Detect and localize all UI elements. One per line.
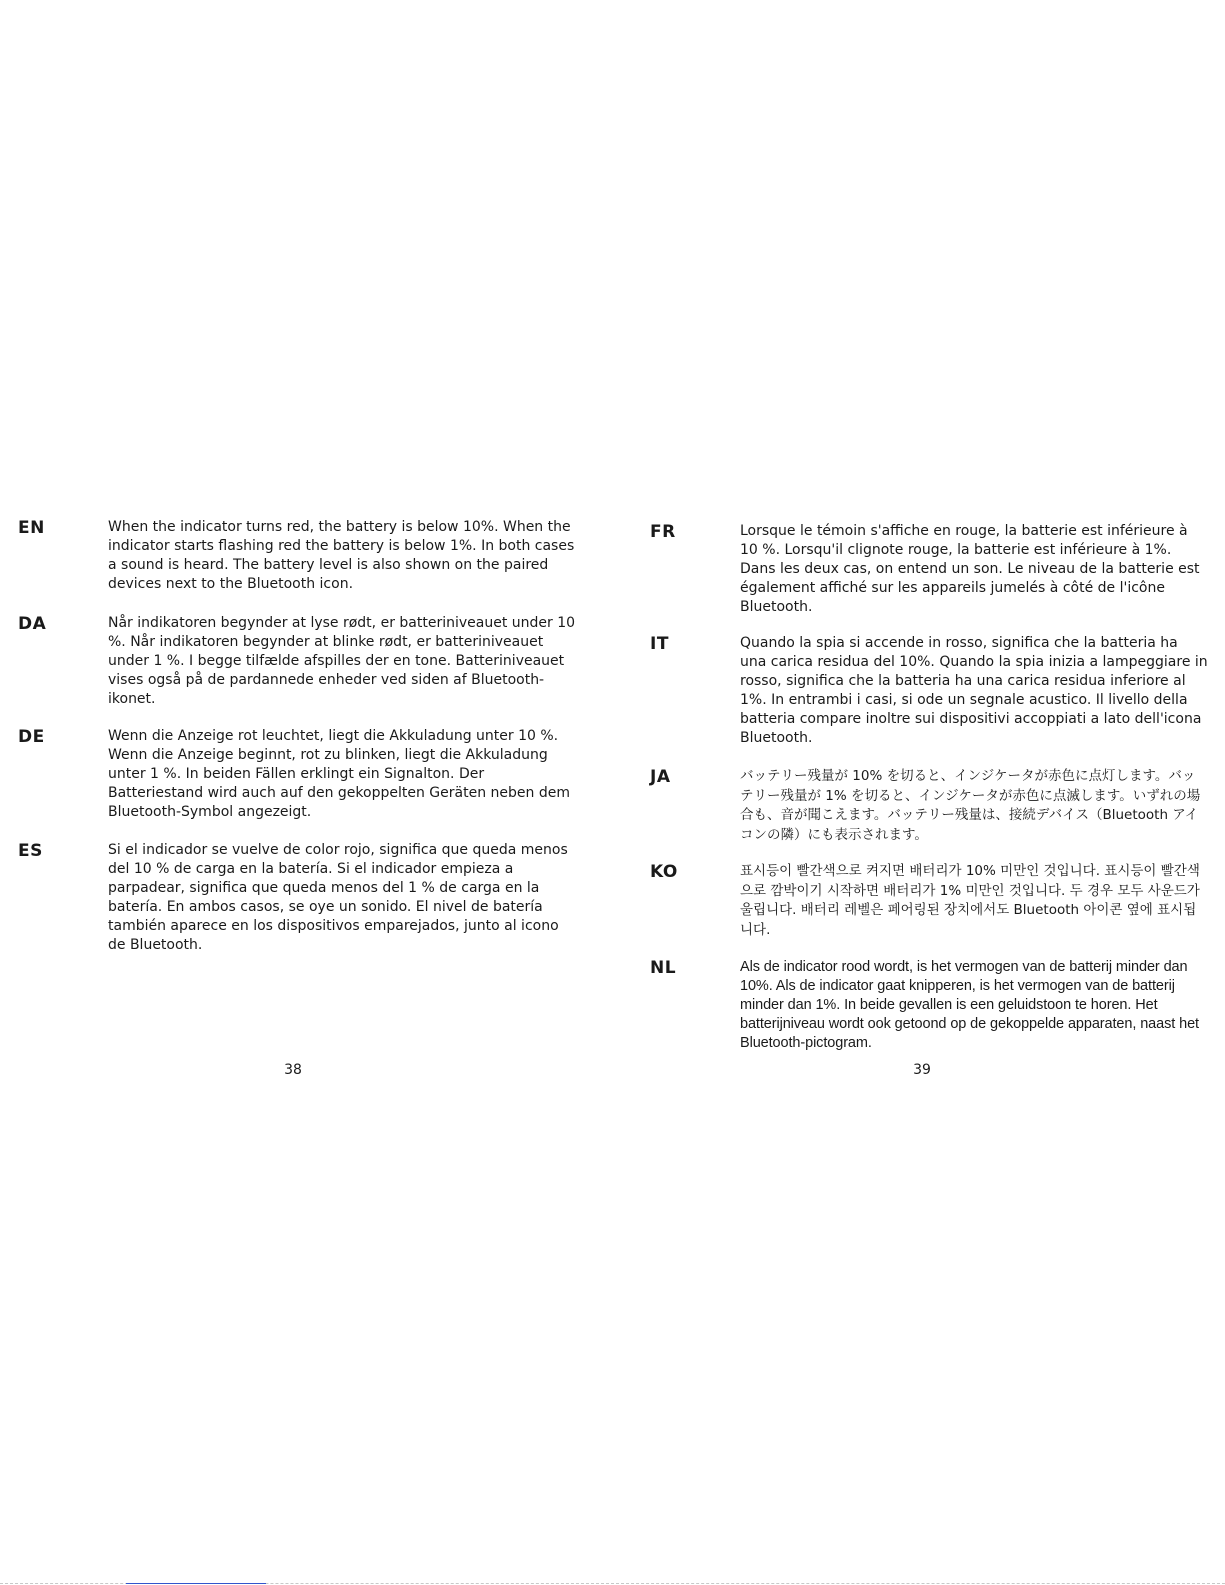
language-code: NL	[650, 958, 677, 978]
language-code: DE	[18, 727, 45, 747]
language-code: EN	[18, 518, 45, 538]
page-number: 39	[913, 1062, 931, 1078]
paragraph-text: バッテリー残量が 10% を切ると、インジケータが赤色に点灯します。バッテリー残量が 1% を切ると、インジケータが赤色に点滅します。いずれの場合も、音が聞こえます。バッテリー残量は、接続デバイス（Bluetooth アイコンの隣）にも表示されます。	[740, 768, 1201, 843]
left-page	[0, 0, 612, 1585]
language-code: IT	[650, 634, 669, 654]
paragraph-text: Wenn die Anzeige rot leuchtet, liegt die Akkuladung unter 10 %. Wenn die Anzeige beginnt, rot zu blinken, liegt die Akkuladung unter 1 %. In beiden Fällen erklingt ein Signalton. Der Batteriestand wird auch auf den gekoppelten Geräten neben dem Bluetooth-Symbol angezeigt.	[108, 728, 570, 820]
paragraph-text: Si el indicador se vuelve de color rojo, significa que queda menos del 10 % de carga en la batería. Si el indicador empieza a parpadear, significa que queda menos del 1 % de carga en la batería. En ambos casos, se oye un sonido. El nivel de batería también aparece en los dispositivos emparejados, junto al icono de Bluetooth.	[108, 842, 568, 953]
language-code: FR	[650, 522, 676, 542]
paragraph-text: When the indicator turns red, the battery is below 10%. When the indicator starts flashing red the battery is below 1%. In both cases a sound is heard. The battery level is also shown on the paired devices next to the Bluetooth icon.	[108, 519, 575, 592]
page-number: 38	[284, 1062, 302, 1078]
language-code: JA	[650, 767, 671, 787]
paragraph-text: Lorsque le témoin s'affiche en rouge, la batterie est inférieure à 10 %. Lorsqu'il clignote rouge, la batterie est inférieure à 1%. Dans les deux cas, on entend un son. Le niveau de la batterie est également affiché sur les appareils jumelés à côté de l'icône Bluetooth.	[740, 523, 1200, 615]
paragraph-text: 표시등이 빨간색으로 켜지면 배터리가 10% 미만인 것입니다. 표시등이 빨간색으로 깜박이기 시작하면 배터리가 1% 미만인 것입니다. 두 경우 모두 사운드가 울립니다. 배터리 레벨은 페어링된 장치에서도 Bluetooth 아이콘 옆에 표시됩니다.	[740, 863, 1200, 938]
paragraph-text: Quando la spia si accende in rosso, significa che la batteria ha una carica residua del 10%. Quando la spia inizia a lampeggiare in rosso, significa che la batteria ha una carica residua inferiore al 1%. In entrambi i casi, si ode un segnale acustico. Il livello della batteria compare inoltre sui dispositivi accoppiati a lato dell'icona Bluetooth.	[740, 635, 1208, 746]
bottom-accent-line	[126, 1583, 266, 1584]
language-code: KO	[650, 862, 678, 882]
right-page	[612, 0, 1225, 1585]
language-code: DA	[18, 614, 47, 634]
paragraph-text: Als de indicator rood wordt, is het vermogen van de batterij minder dan 10%. Als de indicator gaat knipperen, is het vermogen van de batterij minder dan 1%. In beide gevallen is een geluidstoon te horen. Het batterijniveau wordt ook getoond op de gekoppelde apparaten, naast het Bluetooth-pictogram.	[740, 959, 1199, 1051]
paragraph-text: Når indikatoren begynder at lyse rødt, er batteriniveauet under 10 %. Når indikatoren begynder at blinke rødt, er batteriniveauet under 1 %. I begge tilfælde afspilles der en tone. Batteriniveauet vises også på de pardannede enheder ved siden af Bluetooth-ikonet.	[108, 615, 576, 707]
language-code: ES	[18, 841, 43, 861]
